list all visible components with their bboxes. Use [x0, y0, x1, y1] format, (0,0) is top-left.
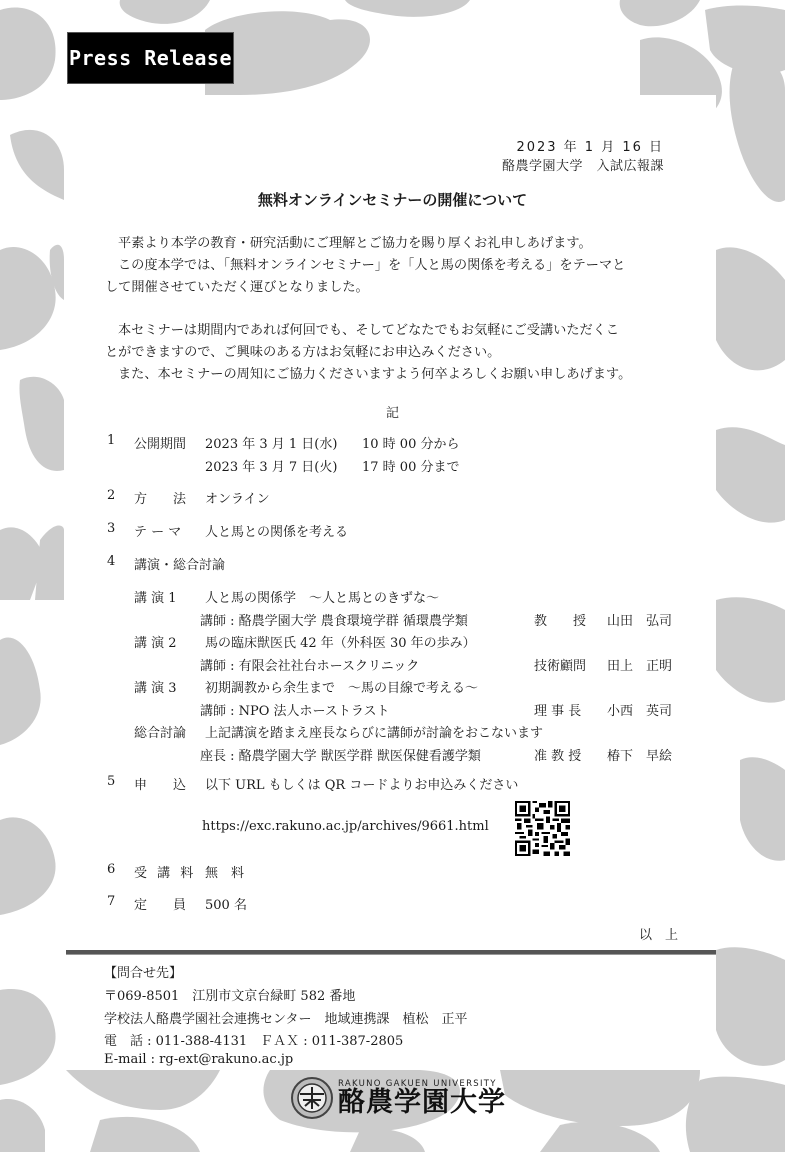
logo-japanese-name: 酪農学園大学: [338, 1087, 506, 1118]
qr-code-icon[interactable]: [515, 801, 570, 856]
item-7-number: 7: [107, 894, 116, 909]
paragraph-1-line-2: この度本学では、「無料オンラインセミナー」を「人と馬の関係を考える」をテーマと: [118, 258, 626, 273]
lecture-3-lecturer-org: 講師 : NPO 法人ホーストラスト: [200, 704, 390, 719]
item-1-end-time: 17 時 00 分まで: [362, 460, 460, 475]
release-date: 2023 年 1 月 16 日: [516, 140, 664, 155]
ki-heading: 記: [385, 406, 399, 421]
lecture-2-lecturer-org: 講師 : 有限会社社台ホースクリニック: [200, 659, 420, 674]
item-6-value: 無 料: [205, 866, 245, 881]
paragraph-1-line-1: 平素より本学の教育・研究活動にご理解とご協力を賜り厚くお礼申しあげます。: [118, 236, 592, 251]
logo-english-name: RAKUNO GAKUEN UNIVERSITY: [338, 1079, 497, 1089]
lecture-1-label: 講 演 1: [134, 591, 177, 606]
item-7-label: 定 員: [134, 898, 187, 913]
issuing-department: 酪農学園大学 入試広報課: [501, 159, 664, 174]
lecture-2-lecturer-role: 技術顧問: [534, 659, 587, 674]
university-logo: [290, 1076, 506, 1120]
item-1-start-date: 2023 年 3 月 1 日(水): [205, 437, 338, 452]
paragraph-3-line-1: また、本セミナーの周知にご協力くださいますよう何卒よろしくお願い申しあげます。: [118, 367, 632, 382]
contact-organization: 学校法人酪農学園社会連携センター 地域連携課 植松 正平: [104, 1012, 468, 1027]
contact-phone-fax: 電 話 : 011-388-4131 ＦＡＸ : 011-387-2805: [104, 1034, 404, 1049]
item-4-number: 4: [107, 554, 116, 569]
lecture-3-lecturer-name: 小西 英司: [607, 704, 673, 719]
lecture-1-lecturer-name: 山田 弘司: [607, 614, 673, 629]
university-emblem-icon: [290, 1076, 334, 1120]
item-3-label: テ ー マ: [134, 525, 182, 540]
item-2-label: 方 法: [134, 492, 187, 507]
paragraph-2-line-2: とができますので、ご興味のある方はお気軽にお申込みください。: [105, 345, 501, 360]
lecture-1-lecturer-org: 講師 : 酪農学園大学 農食環境学群 循環農学類: [200, 614, 468, 629]
item-1-label: 公開期間: [134, 437, 187, 452]
item-1-end-date: 2023 年 3 月 7 日(火): [205, 460, 338, 475]
lecture-2-label: 講 演 2: [134, 636, 177, 651]
lecture-1-title: 人と馬の関係学 ～人と馬とのきずな～: [205, 591, 440, 606]
paragraph-2-line-1: 本セミナーは期間内であれば何回でも、そしてどなたでもお気軽にご受講いただくこ: [118, 323, 620, 338]
document-title: 無料オンラインセミナーの開催について: [257, 191, 528, 209]
section-divider: [66, 950, 716, 955]
lecture-3-lecturer-role: 理 事 長: [534, 704, 582, 719]
item-6-number: 6: [107, 862, 116, 877]
item-5-value: 以下 URL もしくは QR コードよりお申込みください: [205, 778, 519, 793]
paragraph-1-line-3: して開催させていただく運びとなりました。: [105, 280, 369, 295]
item-4-label: 講演・総合討論: [134, 558, 226, 573]
contact-heading: 【問合せ先】: [104, 966, 183, 981]
closing-mark: 以 上: [638, 928, 678, 943]
item-6-label: 受 講 料: [134, 866, 197, 881]
item-5-number: 5: [107, 774, 116, 789]
item-5-label: 申 込: [134, 778, 187, 793]
discussion-chair-name: 椿下 早絵: [607, 749, 673, 764]
discussion-chair-role: 准 教 授: [534, 749, 582, 764]
lecture-1-lecturer-role: 教 授: [534, 614, 587, 629]
item-7-value: 500 名: [205, 898, 247, 913]
item-3-number: 3: [107, 521, 116, 536]
item-2-number: 2: [107, 488, 116, 503]
discussion-title: 上記講演を踏まえ座長ならびに講師が討論をおこないます: [205, 726, 544, 741]
contact-email: E-mail : rg-ext@rakuno.ac.jp: [104, 1052, 294, 1067]
lecture-3-label: 講 演 3: [134, 681, 177, 696]
lecture-2-title: 馬の臨床獣医氏 42 年（外科医 30 年の歩み）: [205, 636, 476, 651]
discussion-label: 総合討論: [134, 726, 187, 741]
press-release-badge: Press Release: [67, 32, 234, 84]
contact-address: 〒069-8501 江別市文京台緑町 582 番地: [104, 989, 356, 1004]
discussion-chair-org: 座長 : 酪農学園大学 獣医学群 獣医保健看護学類: [200, 749, 481, 764]
item-1-number: 1: [107, 433, 116, 448]
item-2-value: オンライン: [205, 492, 270, 507]
item-3-value: 人と馬との関係を考える: [205, 525, 349, 540]
item-1-start-time: 10 時 00 分から: [362, 437, 460, 452]
lecture-2-lecturer-name: 田上 正明: [607, 659, 673, 674]
lecture-3-title: 初期調教から余生まで ～馬の目線で考える～: [205, 681, 479, 696]
registration-url-link[interactable]: https://exc.rakuno.ac.jp/archives/9661.html: [202, 819, 489, 834]
